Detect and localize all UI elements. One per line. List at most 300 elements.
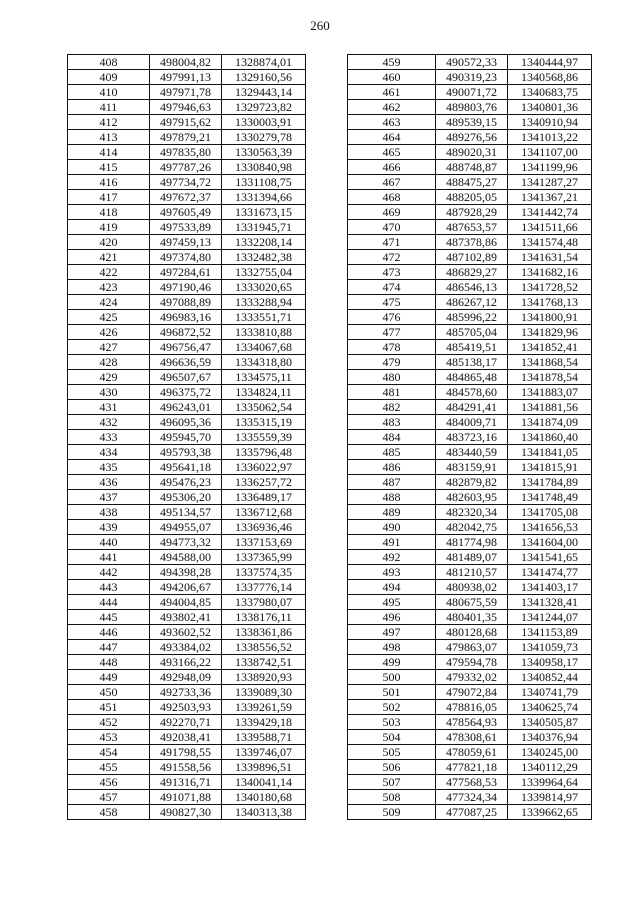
table-row — [348, 205, 592, 220]
point-number-cell: 496 — [348, 610, 436, 625]
y-coordinate-cell: 1341784,89 — [508, 475, 592, 490]
point-number-cell: 475 — [348, 295, 436, 310]
x-coordinate-cell: 496095,36 — [150, 415, 222, 430]
table-row — [348, 775, 592, 790]
x-coordinate-cell: 485138,17 — [436, 355, 508, 370]
table-row — [348, 505, 592, 520]
x-coordinate-cell: 494398,28 — [150, 565, 222, 580]
x-coordinate-cell: 497374,80 — [150, 250, 222, 265]
table-row — [68, 805, 306, 820]
y-coordinate-cell: 1340444,97 — [508, 55, 592, 70]
y-coordinate-cell: 1341682,16 — [508, 265, 592, 280]
table-row — [68, 535, 306, 550]
y-coordinate-cell: 1340245,00 — [508, 745, 592, 760]
table-row — [348, 460, 592, 475]
table-row — [68, 115, 306, 130]
x-coordinate-cell: 497284,61 — [150, 265, 222, 280]
x-coordinate-cell: 495641,18 — [150, 460, 222, 475]
y-coordinate-cell: 1341829,96 — [508, 325, 592, 340]
point-number-cell: 506 — [348, 760, 436, 775]
x-coordinate-cell: 481489,07 — [436, 550, 508, 565]
x-coordinate-cell: 480128,68 — [436, 625, 508, 640]
x-coordinate-cell: 487102,89 — [436, 250, 508, 265]
point-number-cell: 414 — [68, 145, 150, 160]
point-number-cell: 447 — [68, 640, 150, 655]
x-coordinate-cell: 497605,49 — [150, 205, 222, 220]
table-row — [348, 565, 592, 580]
point-number-cell: 425 — [68, 310, 150, 325]
x-coordinate-cell: 479072,84 — [436, 685, 508, 700]
y-coordinate-cell: 1341107,00 — [508, 145, 592, 160]
y-coordinate-cell: 1341852,41 — [508, 340, 592, 355]
table-row — [68, 595, 306, 610]
table-row — [348, 160, 592, 175]
table-row — [348, 490, 592, 505]
table-row — [348, 250, 592, 265]
point-number-cell: 427 — [68, 340, 150, 355]
point-number-cell: 473 — [348, 265, 436, 280]
x-coordinate-cell: 488205,05 — [436, 190, 508, 205]
y-coordinate-cell: 1330279,78 — [222, 130, 306, 145]
x-coordinate-cell: 487928,29 — [436, 205, 508, 220]
page-number: 260 — [310, 18, 330, 33]
y-coordinate-cell: 1339746,07 — [222, 745, 306, 760]
point-number-cell: 491 — [348, 535, 436, 550]
y-coordinate-cell: 1339089,30 — [222, 685, 306, 700]
y-coordinate-cell: 1341574,48 — [508, 235, 592, 250]
y-coordinate-cell: 1341868,54 — [508, 355, 592, 370]
x-coordinate-cell: 481210,57 — [436, 565, 508, 580]
y-coordinate-cell: 1339964,64 — [508, 775, 592, 790]
point-number-cell: 430 — [68, 385, 150, 400]
table-row — [68, 415, 306, 430]
point-number-cell: 465 — [348, 145, 436, 160]
point-number-cell: 463 — [348, 115, 436, 130]
x-coordinate-cell: 496636,59 — [150, 355, 222, 370]
y-coordinate-cell: 1333288,94 — [222, 295, 306, 310]
point-number-cell: 411 — [68, 100, 150, 115]
table-row — [348, 550, 592, 565]
y-coordinate-cell: 1336022,97 — [222, 460, 306, 475]
y-coordinate-cell: 1336489,17 — [222, 490, 306, 505]
point-number-cell: 457 — [68, 790, 150, 805]
table-row — [348, 745, 592, 760]
point-number-cell: 461 — [348, 85, 436, 100]
point-number-cell: 474 — [348, 280, 436, 295]
y-coordinate-cell: 1335315,19 — [222, 415, 306, 430]
x-coordinate-cell: 483159,91 — [436, 460, 508, 475]
y-coordinate-cell: 1340376,94 — [508, 730, 592, 745]
x-coordinate-cell: 496507,67 — [150, 370, 222, 385]
x-coordinate-cell: 496243,01 — [150, 400, 222, 415]
x-coordinate-cell: 485996,22 — [436, 310, 508, 325]
point-number-cell: 490 — [348, 520, 436, 535]
point-number-cell: 416 — [68, 175, 150, 190]
x-coordinate-cell: 488475,27 — [436, 175, 508, 190]
y-coordinate-cell: 1340041,14 — [222, 775, 306, 790]
point-number-cell: 423 — [68, 280, 150, 295]
point-number-cell: 410 — [68, 85, 150, 100]
x-coordinate-cell: 490319,23 — [436, 70, 508, 85]
y-coordinate-cell: 1341748,49 — [508, 490, 592, 505]
y-coordinate-cell: 1328874,01 — [222, 55, 306, 70]
point-number-cell: 479 — [348, 355, 436, 370]
table-row — [348, 400, 592, 415]
x-coordinate-cell: 483440,59 — [436, 445, 508, 460]
x-coordinate-cell: 487378,86 — [436, 235, 508, 250]
y-coordinate-cell: 1341800,91 — [508, 310, 592, 325]
x-coordinate-cell: 484291,41 — [436, 400, 508, 415]
table-row — [68, 70, 306, 85]
x-coordinate-cell: 481774,98 — [436, 535, 508, 550]
table-row — [348, 115, 592, 130]
y-coordinate-cell: 1341328,41 — [508, 595, 592, 610]
x-coordinate-cell: 489020,31 — [436, 145, 508, 160]
table-row — [68, 385, 306, 400]
y-coordinate-cell: 1337153,69 — [222, 535, 306, 550]
point-number-cell: 507 — [348, 775, 436, 790]
table-row — [68, 175, 306, 190]
point-number-cell: 408 — [68, 55, 150, 70]
table-row — [68, 490, 306, 505]
y-coordinate-cell: 1340568,86 — [508, 70, 592, 85]
point-number-cell: 438 — [68, 505, 150, 520]
y-coordinate-cell: 1334067,68 — [222, 340, 306, 355]
table-row — [348, 670, 592, 685]
point-number-cell: 489 — [348, 505, 436, 520]
x-coordinate-cell: 498004,82 — [150, 55, 222, 70]
x-coordinate-cell: 480938,02 — [436, 580, 508, 595]
y-coordinate-cell: 1341153,89 — [508, 625, 592, 640]
x-coordinate-cell: 491316,71 — [150, 775, 222, 790]
x-coordinate-cell: 490827,30 — [150, 805, 222, 820]
y-coordinate-cell: 1331108,75 — [222, 175, 306, 190]
point-number-cell: 456 — [68, 775, 150, 790]
point-number-cell: 476 — [348, 310, 436, 325]
x-coordinate-cell: 497088,89 — [150, 295, 222, 310]
y-coordinate-cell: 1340313,38 — [222, 805, 306, 820]
point-number-cell: 419 — [68, 220, 150, 235]
table-row — [348, 295, 592, 310]
point-number-cell: 455 — [68, 760, 150, 775]
x-coordinate-cell: 484865,48 — [436, 370, 508, 385]
coordinates-table-right — [347, 54, 592, 820]
table-row — [68, 250, 306, 265]
x-coordinate-cell: 497533,89 — [150, 220, 222, 235]
table-row — [68, 745, 306, 760]
x-coordinate-cell: 494004,85 — [150, 595, 222, 610]
x-coordinate-cell: 477821,18 — [436, 760, 508, 775]
x-coordinate-cell: 492948,09 — [150, 670, 222, 685]
x-coordinate-cell: 492733,36 — [150, 685, 222, 700]
table-row — [68, 325, 306, 340]
y-coordinate-cell: 1336712,68 — [222, 505, 306, 520]
table-row — [68, 190, 306, 205]
y-coordinate-cell: 1339662,65 — [508, 805, 592, 820]
point-number-cell: 508 — [348, 790, 436, 805]
y-coordinate-cell: 1334824,11 — [222, 385, 306, 400]
x-coordinate-cell: 496983,16 — [150, 310, 222, 325]
point-number-cell: 484 — [348, 430, 436, 445]
table-row — [348, 70, 592, 85]
x-coordinate-cell: 497835,80 — [150, 145, 222, 160]
table-row — [348, 415, 592, 430]
table-row — [348, 625, 592, 640]
x-coordinate-cell: 488748,87 — [436, 160, 508, 175]
y-coordinate-cell: 1330563,39 — [222, 145, 306, 160]
coordinates-table-left — [67, 54, 306, 820]
table-row — [348, 100, 592, 115]
point-number-cell: 494 — [348, 580, 436, 595]
y-coordinate-cell: 1331394,66 — [222, 190, 306, 205]
y-coordinate-cell: 1341841,05 — [508, 445, 592, 460]
y-coordinate-cell: 1341199,96 — [508, 160, 592, 175]
y-coordinate-cell: 1330840,98 — [222, 160, 306, 175]
x-coordinate-cell: 491071,88 — [150, 790, 222, 805]
y-coordinate-cell: 1340852,44 — [508, 670, 592, 685]
x-coordinate-cell: 482603,95 — [436, 490, 508, 505]
table-row — [68, 235, 306, 250]
y-coordinate-cell: 1337980,07 — [222, 595, 306, 610]
table-row — [348, 385, 592, 400]
y-coordinate-cell: 1341881,56 — [508, 400, 592, 415]
x-coordinate-cell: 482879,82 — [436, 475, 508, 490]
table-row — [68, 760, 306, 775]
y-coordinate-cell: 1339261,59 — [222, 700, 306, 715]
table-row — [348, 805, 592, 820]
y-coordinate-cell: 1334318,80 — [222, 355, 306, 370]
table-row — [68, 295, 306, 310]
point-number-cell: 415 — [68, 160, 150, 175]
point-number-cell: 485 — [348, 445, 436, 460]
y-coordinate-cell: 1329160,56 — [222, 70, 306, 85]
y-coordinate-cell: 1340958,17 — [508, 655, 592, 670]
table-row — [68, 145, 306, 160]
point-number-cell: 436 — [68, 475, 150, 490]
table-row — [68, 265, 306, 280]
point-number-cell: 429 — [68, 370, 150, 385]
x-coordinate-cell: 486267,12 — [436, 295, 508, 310]
y-coordinate-cell: 1332208,14 — [222, 235, 306, 250]
x-coordinate-cell: 479332,02 — [436, 670, 508, 685]
x-coordinate-cell: 482320,34 — [436, 505, 508, 520]
y-coordinate-cell: 1339814,97 — [508, 790, 592, 805]
point-number-cell: 460 — [348, 70, 436, 85]
table-row — [348, 610, 592, 625]
point-number-cell: 431 — [68, 400, 150, 415]
x-coordinate-cell: 497991,13 — [150, 70, 222, 85]
table-row — [348, 595, 592, 610]
table-row — [348, 175, 592, 190]
table-row — [348, 55, 592, 70]
x-coordinate-cell: 478564,93 — [436, 715, 508, 730]
point-number-cell: 445 — [68, 610, 150, 625]
table-row — [68, 790, 306, 805]
x-coordinate-cell: 483723,16 — [436, 430, 508, 445]
point-number-cell: 433 — [68, 430, 150, 445]
table-row — [348, 370, 592, 385]
point-number-cell: 421 — [68, 250, 150, 265]
table-row — [348, 265, 592, 280]
table-row — [68, 625, 306, 640]
point-number-cell: 441 — [68, 550, 150, 565]
x-coordinate-cell: 491558,56 — [150, 760, 222, 775]
y-coordinate-cell: 1341541,65 — [508, 550, 592, 565]
x-coordinate-cell: 485705,04 — [436, 325, 508, 340]
table-row — [68, 220, 306, 235]
point-number-cell: 412 — [68, 115, 150, 130]
point-number-cell: 487 — [348, 475, 436, 490]
y-coordinate-cell: 1339588,71 — [222, 730, 306, 745]
y-coordinate-cell: 1339429,18 — [222, 715, 306, 730]
y-coordinate-cell: 1341815,91 — [508, 460, 592, 475]
table-row — [348, 520, 592, 535]
table-row — [68, 205, 306, 220]
table-row — [68, 505, 306, 520]
y-coordinate-cell: 1341511,66 — [508, 220, 592, 235]
point-number-cell: 472 — [348, 250, 436, 265]
point-number-cell: 488 — [348, 490, 436, 505]
y-coordinate-cell: 1338176,11 — [222, 610, 306, 625]
table-row — [348, 145, 592, 160]
x-coordinate-cell: 493166,22 — [150, 655, 222, 670]
y-coordinate-cell: 1341878,54 — [508, 370, 592, 385]
point-number-cell: 448 — [68, 655, 150, 670]
point-number-cell: 422 — [68, 265, 150, 280]
table-row — [68, 610, 306, 625]
x-coordinate-cell: 479594,78 — [436, 655, 508, 670]
x-coordinate-cell: 478308,61 — [436, 730, 508, 745]
y-coordinate-cell: 1336936,46 — [222, 520, 306, 535]
point-number-cell: 471 — [348, 235, 436, 250]
point-number-cell: 477 — [348, 325, 436, 340]
x-coordinate-cell: 492270,71 — [150, 715, 222, 730]
y-coordinate-cell: 1341631,54 — [508, 250, 592, 265]
point-number-cell: 502 — [348, 700, 436, 715]
x-coordinate-cell: 494206,67 — [150, 580, 222, 595]
point-number-cell: 464 — [348, 130, 436, 145]
y-coordinate-cell: 1332755,04 — [222, 265, 306, 280]
x-coordinate-cell: 497879,21 — [150, 130, 222, 145]
y-coordinate-cell: 1340741,79 — [508, 685, 592, 700]
point-number-cell: 495 — [348, 595, 436, 610]
y-coordinate-cell: 1341442,74 — [508, 205, 592, 220]
table-row — [348, 700, 592, 715]
table-row — [348, 640, 592, 655]
x-coordinate-cell: 484578,60 — [436, 385, 508, 400]
point-number-cell: 458 — [68, 805, 150, 820]
point-number-cell: 442 — [68, 565, 150, 580]
table-row — [348, 655, 592, 670]
point-number-cell: 449 — [68, 670, 150, 685]
y-coordinate-cell: 1340910,94 — [508, 115, 592, 130]
y-coordinate-cell: 1333020,65 — [222, 280, 306, 295]
point-number-cell: 503 — [348, 715, 436, 730]
point-number-cell: 486 — [348, 460, 436, 475]
x-coordinate-cell: 495306,20 — [150, 490, 222, 505]
point-number-cell: 467 — [348, 175, 436, 190]
table-row — [68, 700, 306, 715]
x-coordinate-cell: 497459,13 — [150, 235, 222, 250]
table-row — [68, 370, 306, 385]
x-coordinate-cell: 495134,57 — [150, 505, 222, 520]
table-row — [348, 445, 592, 460]
y-coordinate-cell: 1334575,11 — [222, 370, 306, 385]
point-number-cell: 470 — [348, 220, 436, 235]
table-row — [348, 220, 592, 235]
y-coordinate-cell: 1341604,00 — [508, 535, 592, 550]
y-coordinate-cell: 1338742,51 — [222, 655, 306, 670]
point-number-cell: 454 — [68, 745, 150, 760]
x-coordinate-cell: 484009,71 — [436, 415, 508, 430]
y-coordinate-cell: 1329443,14 — [222, 85, 306, 100]
y-coordinate-cell: 1341287,27 — [508, 175, 592, 190]
point-number-cell: 483 — [348, 415, 436, 430]
y-coordinate-cell: 1340625,74 — [508, 700, 592, 715]
x-coordinate-cell: 482042,75 — [436, 520, 508, 535]
x-coordinate-cell: 495945,70 — [150, 430, 222, 445]
table-row — [68, 580, 306, 595]
point-number-cell: 481 — [348, 385, 436, 400]
y-coordinate-cell: 1335796,48 — [222, 445, 306, 460]
table-row — [348, 790, 592, 805]
table-row — [348, 535, 592, 550]
point-number-cell: 466 — [348, 160, 436, 175]
y-coordinate-cell: 1340112,29 — [508, 760, 592, 775]
table-row — [348, 130, 592, 145]
table-row — [68, 670, 306, 685]
point-number-cell: 500 — [348, 670, 436, 685]
y-coordinate-cell: 1341013,22 — [508, 130, 592, 145]
y-coordinate-cell: 1333810,88 — [222, 325, 306, 340]
point-number-cell: 459 — [348, 55, 436, 70]
x-coordinate-cell: 497787,26 — [150, 160, 222, 175]
y-coordinate-cell: 1341860,40 — [508, 430, 592, 445]
y-coordinate-cell: 1338556,52 — [222, 640, 306, 655]
point-number-cell: 439 — [68, 520, 150, 535]
point-number-cell: 498 — [348, 640, 436, 655]
table-row — [68, 775, 306, 790]
table-row — [348, 715, 592, 730]
x-coordinate-cell: 492038,41 — [150, 730, 222, 745]
point-number-cell: 493 — [348, 565, 436, 580]
x-coordinate-cell: 478059,61 — [436, 745, 508, 760]
table-row — [68, 85, 306, 100]
y-coordinate-cell: 1341059,73 — [508, 640, 592, 655]
table-row — [68, 550, 306, 565]
y-coordinate-cell: 1331673,15 — [222, 205, 306, 220]
x-coordinate-cell: 480401,35 — [436, 610, 508, 625]
x-coordinate-cell: 496375,72 — [150, 385, 222, 400]
point-number-cell: 468 — [348, 190, 436, 205]
x-coordinate-cell: 491798,55 — [150, 745, 222, 760]
x-coordinate-cell: 495476,23 — [150, 475, 222, 490]
x-coordinate-cell: 486829,27 — [436, 265, 508, 280]
y-coordinate-cell: 1341728,52 — [508, 280, 592, 295]
table-row — [68, 565, 306, 580]
x-coordinate-cell: 490572,33 — [436, 55, 508, 70]
point-number-cell: 424 — [68, 295, 150, 310]
x-coordinate-cell: 486546,13 — [436, 280, 508, 295]
y-coordinate-cell: 1338361,86 — [222, 625, 306, 640]
table-row — [68, 445, 306, 460]
point-number-cell: 426 — [68, 325, 150, 340]
table-row — [68, 310, 306, 325]
point-number-cell: 509 — [348, 805, 436, 820]
x-coordinate-cell: 497190,46 — [150, 280, 222, 295]
point-number-cell: 417 — [68, 190, 150, 205]
y-coordinate-cell: 1335559,39 — [222, 430, 306, 445]
